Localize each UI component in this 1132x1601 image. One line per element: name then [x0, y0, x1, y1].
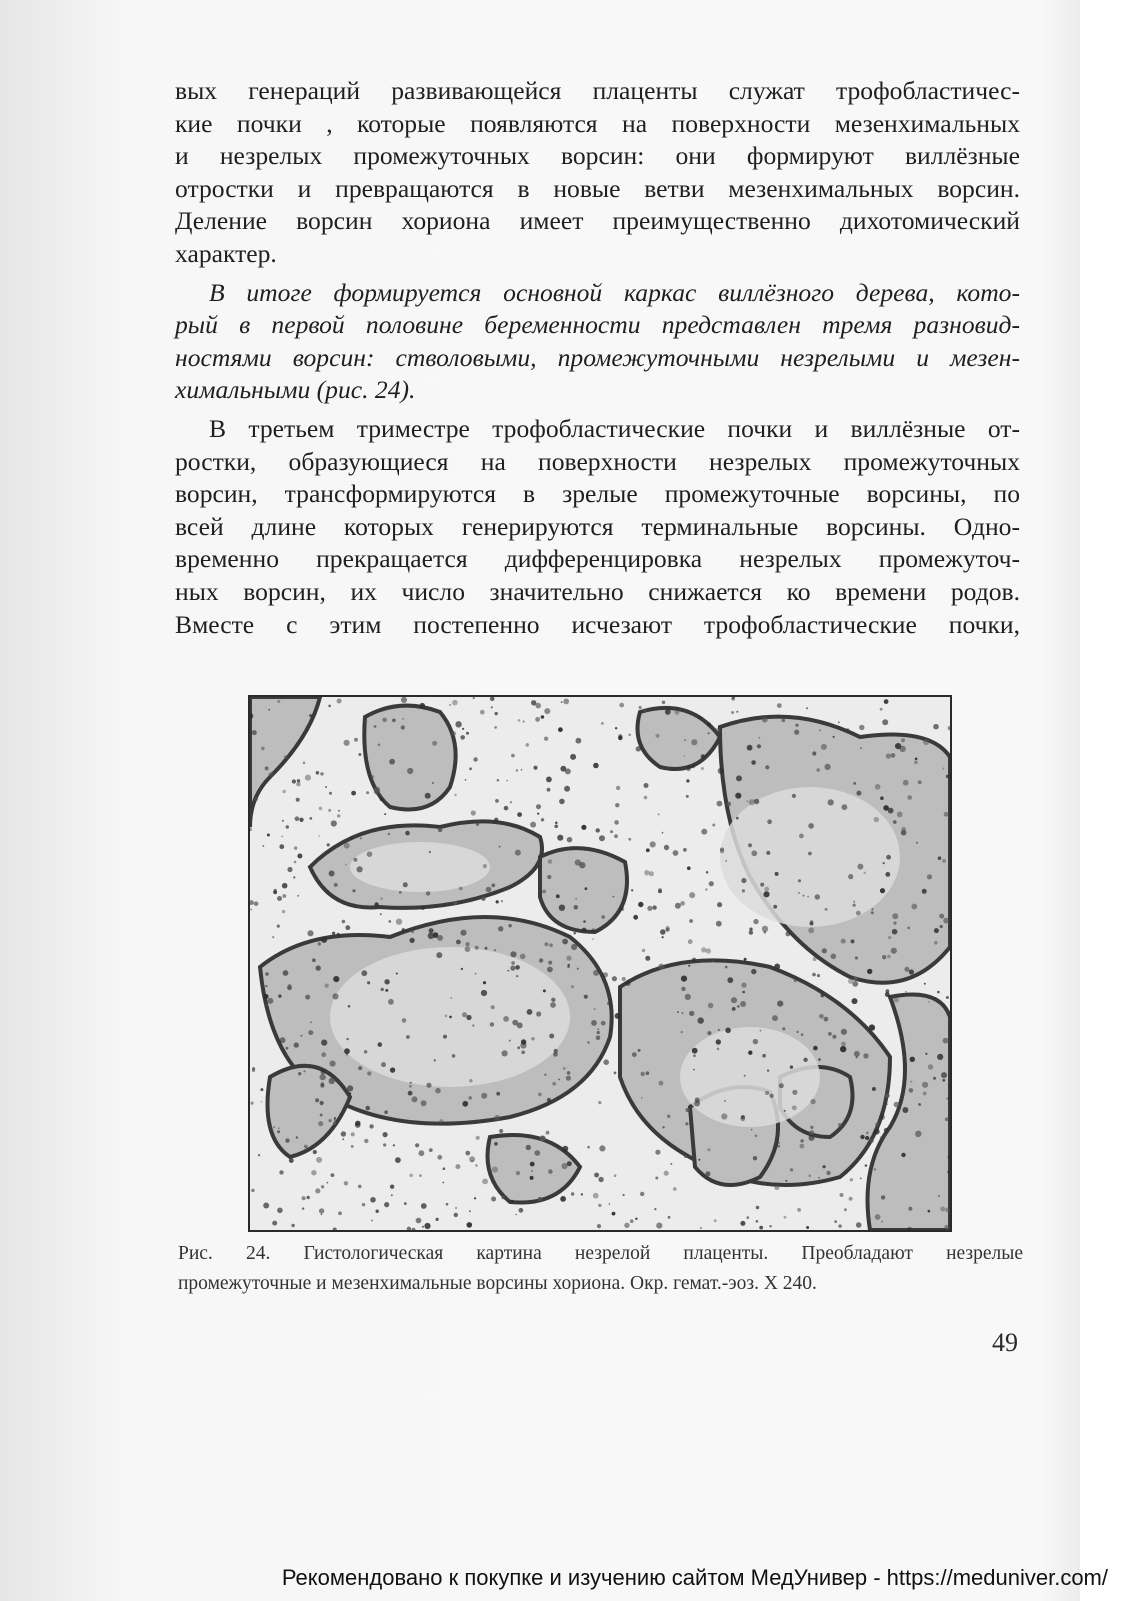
text-line: ных ворсин, их число значительно снижается ко времени родов. — [175, 576, 1020, 606]
text-line: характер. — [175, 238, 277, 268]
text-line: вых генераций развивающейся плаценты служат трофобластичес- — [175, 76, 1020, 105]
micrograph-image — [250, 697, 950, 1230]
text-line: ростки, образующиеся на поверхности незрелых промежуточных — [175, 446, 1020, 476]
paragraph-3 — [175, 413, 1020, 641]
text-line: отростки и превращаются в новые ветви мезенхимальных ворсин. — [175, 173, 1020, 203]
page-margin — [1080, 0, 1132, 1601]
text-line: рый в первой половине беременности представлен тремя разновид- — [175, 310, 1020, 340]
page-number: 49 — [992, 1328, 1018, 1357]
footer-text: Рекомендовано к покупке и изучению сайтом МедУнивер - https://meduniver.com/ — [281, 1565, 1108, 1590]
text-line: и незрелых промежуточных ворсин: они формируют виллёзные — [175, 141, 1020, 171]
text-line: кие почки , которые появляются на поверхности мезенхимальных — [175, 108, 1020, 138]
text-line: Вместе с этим постепенно исчезают трофобластические почки, — [175, 609, 1020, 639]
text-line: химальными (рис. 24). — [175, 375, 416, 405]
text-line: временно прекращается дифференцировка незрелых промежуточ- — [175, 544, 1020, 574]
text-line: Деление ворсин хориона имеет преимущественно дихотомический — [175, 206, 1020, 236]
paragraph-1 — [175, 75, 1020, 271]
paragraph-2-italic — [175, 277, 1020, 407]
text-line: всей длине которых генерируются терминальные ворсины. Одно- — [175, 511, 1020, 541]
body-text — [175, 75, 1020, 647]
text-line: ностями ворсин: стволовыми, промежуточными незрелыми и мезен- — [175, 342, 1020, 372]
text-line: В третьем триместре трофобластические почки и виллёзные от- — [209, 413, 1020, 443]
text-line: В итоге формируется основной каркас виллёзного дерева, кото- — [209, 277, 1020, 307]
figure-caption — [178, 1239, 1023, 1299]
caption-line: промежуточные и мезенхимальные ворсины хориона. Окр. гемат.-эоз. X 240. — [178, 1273, 817, 1294]
text-line: ворсин, трансформируются в зрелые промежуточные ворсины, по — [175, 479, 1020, 509]
caption-line: Рис. 24. Гистологическая картина незрелой плаценты. Преобладают незрелые — [178, 1243, 1023, 1264]
histology-figure — [248, 695, 952, 1232]
